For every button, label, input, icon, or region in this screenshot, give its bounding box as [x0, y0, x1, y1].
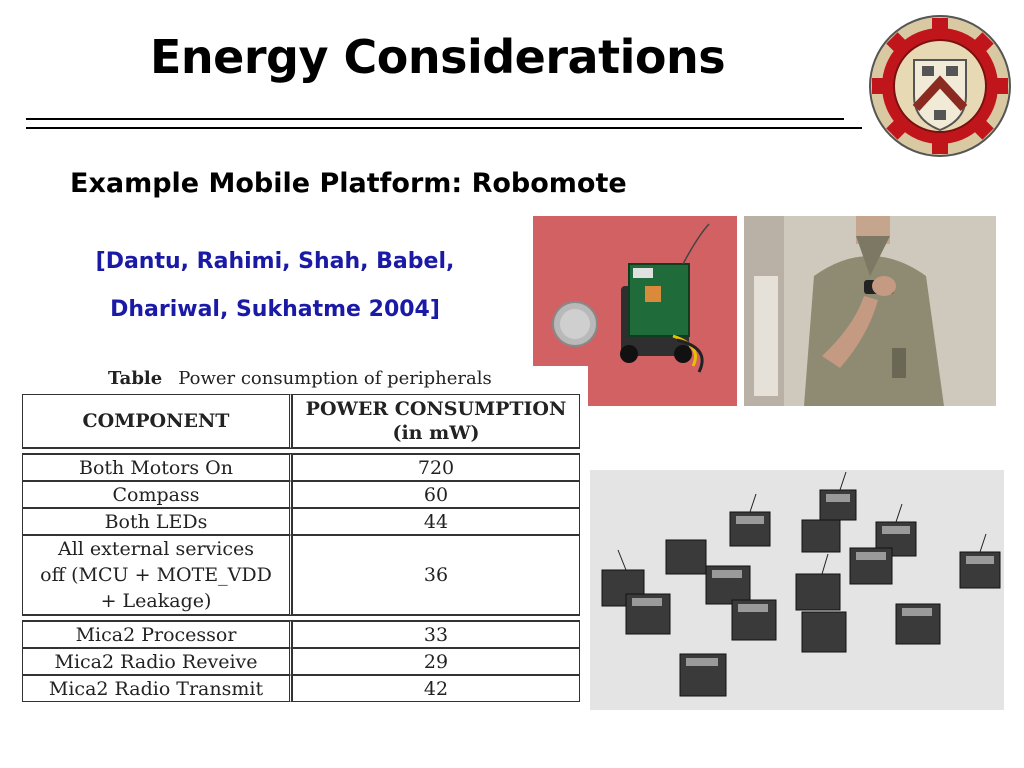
cell-component [22, 535, 292, 615]
table-row [22, 535, 580, 615]
cell-component: Mica2 Radio Transmit [22, 675, 292, 702]
power-consumption-table [18, 366, 588, 706]
cell-component: Both LEDs [22, 508, 292, 535]
table-row [22, 454, 580, 481]
header-component: COMPONENT [22, 394, 292, 448]
citation [60, 238, 490, 334]
university-seal-logo [866, 12, 1014, 160]
table-caption-text: Power consumption of peripherals [178, 368, 492, 389]
cell-component: Mica2 Radio Reveive [22, 648, 292, 675]
table-caption [108, 368, 492, 389]
cell-power: 60 [292, 481, 580, 508]
header-power [292, 394, 580, 448]
cell-power: 720 [292, 454, 580, 481]
cell-component: Both Motors On [22, 454, 292, 481]
table-row [22, 675, 580, 702]
cell-component-line: off (MCU + MOTE_VDD [40, 564, 272, 586]
slide-subtitle: Example Mobile Platform: Robomote [70, 168, 627, 199]
header-power-line1: POWER CONSUMPTION [305, 398, 567, 420]
table-caption-label: Table [108, 368, 163, 389]
cell-power: 33 [292, 621, 580, 648]
header-power-line2: (in mW) [392, 422, 480, 444]
table-row [22, 648, 580, 675]
person-holding-robomote-photo [744, 216, 996, 406]
table-row [22, 508, 580, 535]
table-row [22, 481, 580, 508]
table-row [22, 621, 580, 648]
cell-power: 42 [292, 675, 580, 702]
title-rule-top [26, 118, 844, 120]
slide-title: Energy Considerations [150, 30, 726, 84]
cell-component-line: All external services [57, 538, 255, 560]
cell-component: Compass [22, 481, 292, 508]
cell-component: Mica2 Processor [22, 621, 292, 648]
table-header-row [22, 394, 580, 448]
cell-power: 44 [292, 508, 580, 535]
citation-line-2: Dhariwal, Sukhatme 2004] [110, 297, 440, 322]
cell-component-line: + Leakage) [100, 590, 212, 612]
robomote-swarm-photo [590, 470, 1004, 710]
cell-power: 36 [292, 535, 580, 615]
power-table [22, 394, 580, 702]
citation-line-1: [Dantu, Rahimi, Shah, Babel, [95, 249, 455, 274]
title-rule-bottom [26, 127, 862, 129]
cell-power: 29 [292, 648, 580, 675]
